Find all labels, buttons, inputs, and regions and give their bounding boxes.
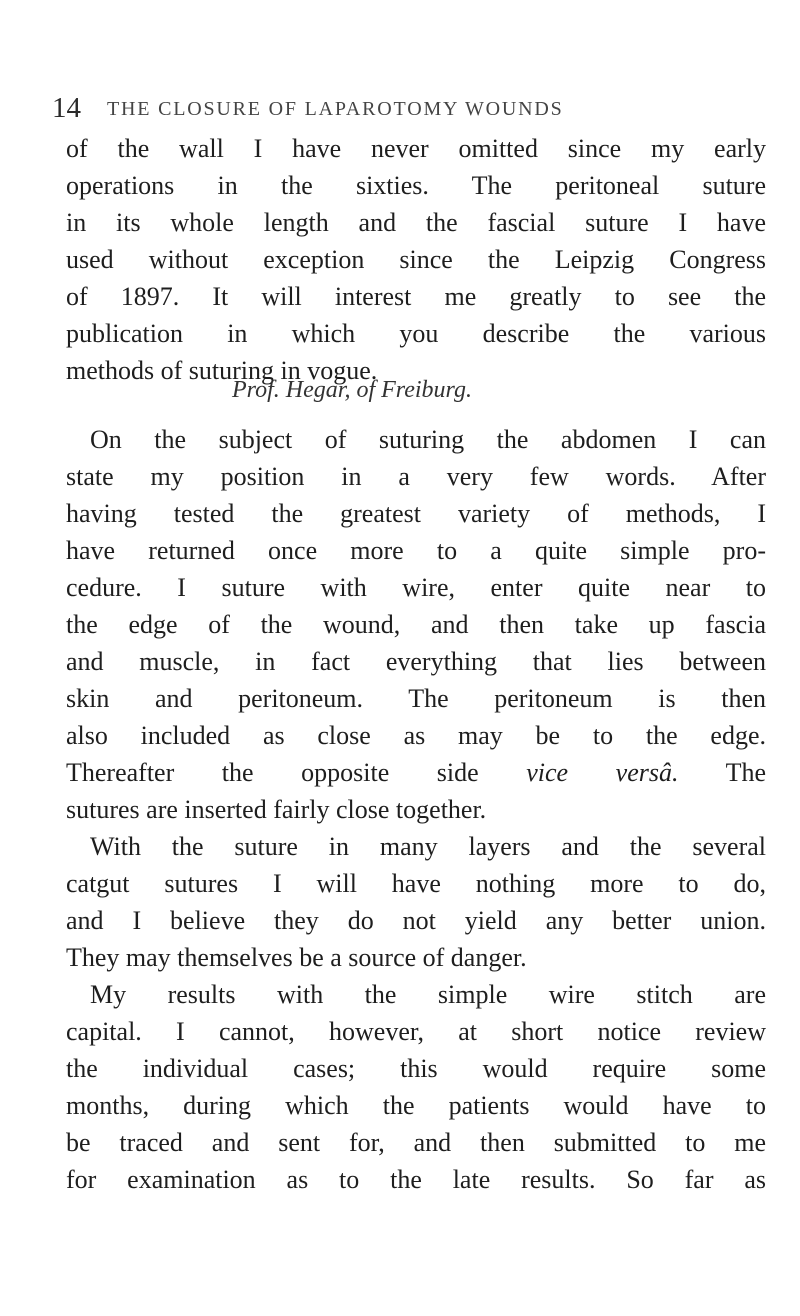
text-line: the individual cases; this would require some [66, 1054, 766, 1083]
text-line: and muscle, in fact everything that lies between [66, 647, 766, 676]
running-head [52, 91, 732, 125]
running-title: THE CLOSURE OF LAPAROTOMY WOUNDS [107, 98, 564, 120]
text-line: catgut sutures I will have nothing more to do, [66, 869, 766, 898]
text-segment: The [725, 758, 766, 787]
text-line: With the suture in many layers and the several [90, 832, 766, 861]
text-line: On the subject of suturing the abdomen I can [90, 425, 766, 454]
text-line: sutures are inserted fairly close together. [66, 795, 487, 824]
text-line: the edge of the wound, and then take up fascia [66, 610, 766, 639]
signature-heading: Prof. Hegar, of Freiburg. [232, 377, 472, 403]
italic-phrase: vice versâ. [526, 758, 679, 787]
text-line: be traced and sent for, and then submitted to me [66, 1128, 766, 1157]
text-line: methods of suturing in vogue. [66, 356, 378, 385]
text-line: publication in which you describe the various [66, 319, 766, 348]
text-segment: Thereafter the opposite side [66, 758, 479, 787]
text-line: for examination as to the late results. So far as [66, 1165, 766, 1194]
text-line: also included as close as may be to the edge. [66, 721, 766, 750]
text-line: cedure. I suture with wire, enter quite near to [66, 573, 766, 602]
text-line: They may themselves be a source of danger. [66, 943, 527, 972]
text-line: My results with the simple wire stitch are [90, 980, 766, 1009]
text-line: skin and peritoneum. The peritoneum is then [66, 684, 766, 713]
text-line: used without exception since the Leipzig Congress [66, 245, 766, 274]
letter-body [66, 421, 766, 1198]
page-number: 14 [52, 92, 81, 124]
text-line: have returned once more to a quite simple pro- [66, 536, 766, 565]
text-line-mixed [66, 754, 766, 791]
text-line: in its whole length and the fascial suture I have [66, 208, 766, 237]
text-line: operations in the sixties. The peritoneal suture [66, 171, 766, 200]
text-line: capital. I cannot, however, at short notice review [66, 1017, 766, 1046]
text-line: months, during which the patients would have to [66, 1091, 766, 1120]
text-line: and I believe they do not yield any better union. [66, 906, 766, 935]
text-line: having tested the greatest variety of methods, I [66, 499, 766, 528]
letter-paragraph-1 [66, 130, 766, 389]
text-line: of 1897. It will interest me greatly to see the [66, 282, 766, 311]
text-line: of the wall I have never omitted since my early [66, 134, 766, 163]
text-line: state my position in a very few words. After [66, 462, 766, 491]
